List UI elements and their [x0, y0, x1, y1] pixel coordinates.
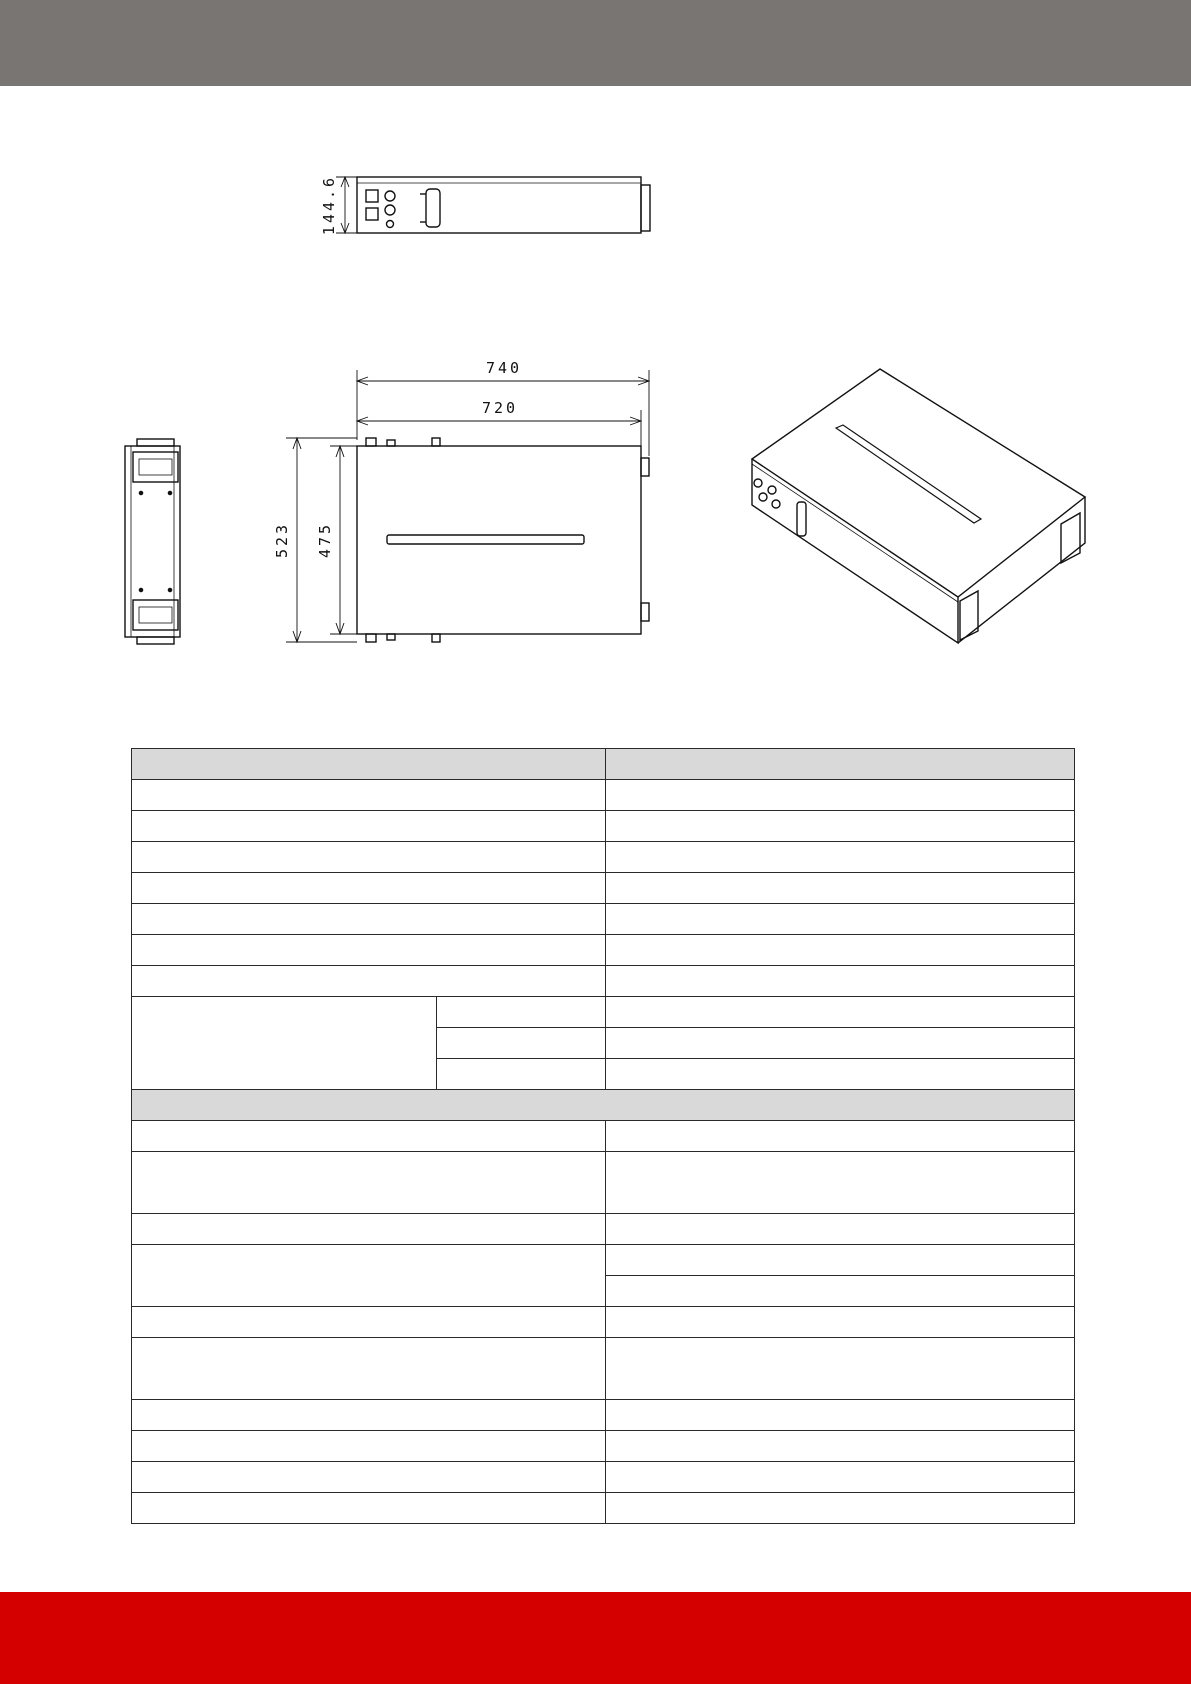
- table-cell: [437, 997, 606, 1028]
- specification-table: [131, 748, 1075, 1524]
- table-cell: [606, 1400, 1075, 1431]
- table-cell: [132, 904, 606, 935]
- table-cell: [606, 1493, 1075, 1524]
- table-cell: [606, 1028, 1075, 1059]
- table-cell: [606, 749, 1075, 780]
- table-cell: [606, 1307, 1075, 1338]
- table-row: [132, 1462, 1075, 1493]
- table-cell: [606, 1431, 1075, 1462]
- table-cell: [606, 1152, 1075, 1214]
- table-cell: [606, 1059, 1075, 1090]
- table-cell: [606, 935, 1075, 966]
- table-cell: [132, 1214, 606, 1245]
- front-view: [336, 177, 650, 233]
- table-row: [132, 811, 1075, 842]
- dim-depth-inner-label: 475: [316, 521, 334, 559]
- dim-length-outer-label: 740: [485, 359, 523, 377]
- table-cell: [132, 1090, 1075, 1121]
- table-cell: [132, 1431, 606, 1462]
- table-row: [132, 904, 1075, 935]
- table-row: [132, 997, 1075, 1028]
- table-row: [132, 780, 1075, 811]
- table-cell: [606, 966, 1075, 997]
- table-cell: [132, 1307, 606, 1338]
- table-cell: [606, 811, 1075, 842]
- table-cell: [606, 1245, 1075, 1276]
- table-cell: [132, 997, 437, 1090]
- table-section-row: [132, 1090, 1075, 1121]
- table-row: [132, 873, 1075, 904]
- table-row: [132, 1245, 1075, 1276]
- side-view: [125, 439, 180, 644]
- table-row: [132, 1121, 1075, 1152]
- technical-drawing: [0, 86, 1191, 726]
- table-cell: [606, 904, 1075, 935]
- table-row: [132, 1431, 1075, 1462]
- table-cell: [132, 811, 606, 842]
- table-cell: [132, 1245, 606, 1307]
- dim-depth-outer-label: 523: [273, 521, 291, 559]
- table-row: [132, 1214, 1075, 1245]
- table-cell: [132, 1152, 606, 1214]
- table-cell: [132, 780, 606, 811]
- table-cell: [606, 842, 1075, 873]
- table-cell: [606, 1276, 1075, 1307]
- table-cell: [437, 1059, 606, 1090]
- isometric-view: [752, 369, 1085, 643]
- table-cell: [606, 1121, 1075, 1152]
- table-cell: [132, 749, 606, 780]
- table-row: [132, 1307, 1075, 1338]
- table-cell: [132, 1121, 606, 1152]
- dim-length-inner-label: 720: [481, 399, 519, 417]
- table-row: [132, 1400, 1075, 1431]
- table-cell: [132, 1462, 606, 1493]
- table-cell: [132, 1400, 606, 1431]
- table-cell: [606, 873, 1075, 904]
- table-cell: [437, 1028, 606, 1059]
- table-cell: [132, 966, 606, 997]
- footer-bar: [0, 1592, 1191, 1684]
- table-header-row: [132, 749, 1075, 780]
- table-cell: [606, 997, 1075, 1028]
- table-cell: [606, 1462, 1075, 1493]
- table-cell: [606, 780, 1075, 811]
- table-row: [132, 966, 1075, 997]
- table-cell: [132, 842, 606, 873]
- table-cell: [132, 873, 606, 904]
- table-row: [132, 1152, 1075, 1214]
- table-row: [132, 1338, 1075, 1400]
- table-row: [132, 842, 1075, 873]
- table-cell: [132, 1338, 606, 1400]
- table-row: [132, 935, 1075, 966]
- table-cell: [606, 1214, 1075, 1245]
- table-cell: [606, 1338, 1075, 1400]
- table-cell: [132, 935, 606, 966]
- table-cell: [132, 1493, 606, 1524]
- dim-height-label: 144.6: [320, 174, 338, 236]
- top-view: [286, 370, 649, 642]
- header-bar: [0, 0, 1191, 86]
- table-row: [132, 1493, 1075, 1524]
